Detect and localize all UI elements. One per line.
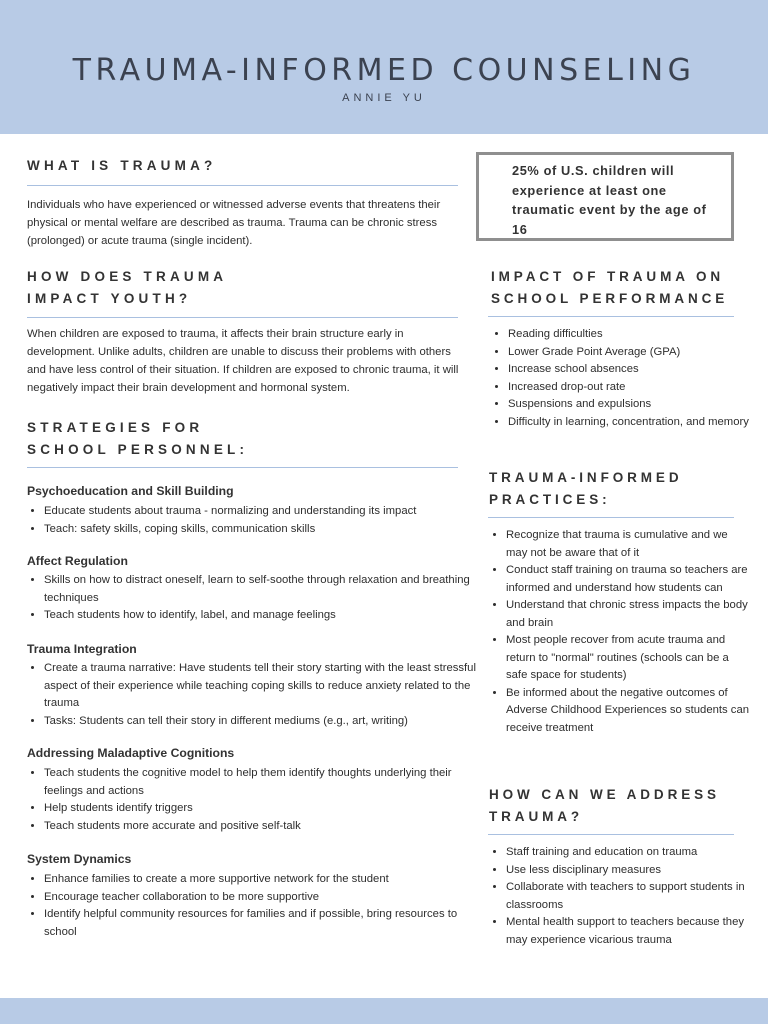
list-item: • Conduct staff training on trauma so teachers are informed and understand how students can [506,562,752,597]
strategy-list [27,660,476,730]
school-performance-heading [491,266,728,310]
statistic-text: 25% of U.S. children will experience at least one traumatic event by the age of 16 [512,163,707,237]
strategy-list [27,503,476,538]
heading-line: HOW CAN WE ADDRESS [489,787,720,802]
school-performance-list [491,326,752,431]
divider [27,317,458,318]
list-item: • Understand that chronic stress impacts the body and brain [506,597,752,632]
heading-line: IMPACT OF TRAUMA ON [491,269,725,284]
divider [27,185,458,186]
list-item: • Create a trauma narrative: Have students tell their story starting with the least stressful aspect of their experience while teaching coping skills to reduce anxiety related to the trauma [44,660,476,713]
strategy-list [27,765,476,835]
page-title: TRAUMA-INFORMED COUNSELING [72,53,696,89]
list-item: • Teach students how to identify, label, and manage feelings [44,607,476,625]
heading-line: SCHOOL PERSONNEL: [27,442,249,457]
heading-line: TRAUMA-INFORMED [489,470,683,485]
list-item: • Recognize that trauma is cumulative and we may not be aware that of it [506,527,752,562]
footer-band [0,998,768,1024]
list-item: • Be informed about the negative outcomes of Adverse Childhood Experiences so students can receive treatment [506,685,752,738]
heading-line: TRAUMA? [489,809,584,824]
strategy-group-title: Affect Regulation [27,554,128,568]
divider [27,467,458,468]
heading-line: STRATEGIES FOR [27,420,204,435]
list-item: • Encourage teacher collaboration to be more supportive [44,889,476,907]
list-item: • Teach: safety skills, coping skills, communication skills [44,521,476,539]
list-item: • Use less disciplinary measures [506,862,756,880]
heading-line: SCHOOL PERFORMANCE [491,291,729,306]
strategies-heading [27,417,248,461]
list-item: • Identify helpful community resources for families and if possible, bring resources to school [44,906,476,941]
list-item: • Suspensions and expulsions [508,396,752,414]
list-item: • Enhance families to create a more supportive network for the student [44,871,476,889]
author-name: ANNIE YU [342,92,426,104]
strategy-list [27,572,476,625]
practices-heading [489,467,682,511]
divider [488,316,734,317]
list-item: • Teach students the cognitive model to help them identify thoughts underlying their feelings and actions [44,765,476,800]
list-item: • Educate students about trauma - normalizing and understanding its impact [44,503,476,521]
list-item: • Mental health support to teachers because they may experience vicarious trauma [506,914,756,949]
impact-youth-heading [27,266,227,310]
strategy-group-title: Psychoeducation and Skill Building [27,484,234,498]
divider [488,834,734,835]
list-item: • Most people recover from acute trauma and return to "normal" routines (schools can be a safe space for students) [506,632,752,685]
list-item: • Difficulty in learning, concentration, and memory [508,414,752,432]
list-item: • Staff training and education on trauma [506,844,756,862]
heading-line: IMPACT YOUTH? [27,291,192,306]
list-item: • Lower Grade Point Average (GPA) [508,344,752,362]
strategy-group-title: Addressing Maladaptive Cognitions [27,746,235,760]
address-trauma-heading [489,784,720,828]
impact-youth-text: When children are exposed to trauma, it affects their brain structure early in development. Unlike adults, children are unable to discuss their problems with others and have less control of their situation. If children are exposed to chronic trauma, it will negatively impact their brain development and hormonal system. [27,328,459,394]
heading-line: HOW DOES TRAUMA [27,269,228,284]
list-item: • Increase school absences [508,361,752,379]
list-item: • Help students identify triggers [44,800,476,818]
list-item: • Increased drop-out rate [508,379,752,397]
list-item: • Teach students more accurate and positive self-talk [44,818,476,836]
list-item: • Skills on how to distract oneself, learn to self-soothe through relaxation and breathing techniques [44,572,476,607]
what-is-trauma-heading: WHAT IS TRAUMA? [27,158,217,173]
address-trauma-list [489,844,756,949]
header-band [0,0,768,134]
what-is-trauma-text: Individuals who have experienced or witnessed adverse events that threatens their physical or mental welfare are described as trauma. Trauma can be chronic stress (prolonged) or acute trauma (single incident). [27,199,441,247]
list-item: • Reading difficulties [508,326,752,344]
strategy-list [27,871,476,941]
list-item: • Collaborate with teachers to support students in classrooms [506,879,756,914]
strategy-group-title: Trauma Integration [27,642,137,656]
strategy-group-title: System Dynamics [27,852,132,866]
list-item: • Tasks: Students can tell their story in different mediums (e.g., art, writing) [44,713,476,731]
statistic-callout-box [476,152,734,241]
practices-list [489,527,752,737]
heading-line: PRACTICES: [489,492,611,507]
divider [488,517,734,518]
